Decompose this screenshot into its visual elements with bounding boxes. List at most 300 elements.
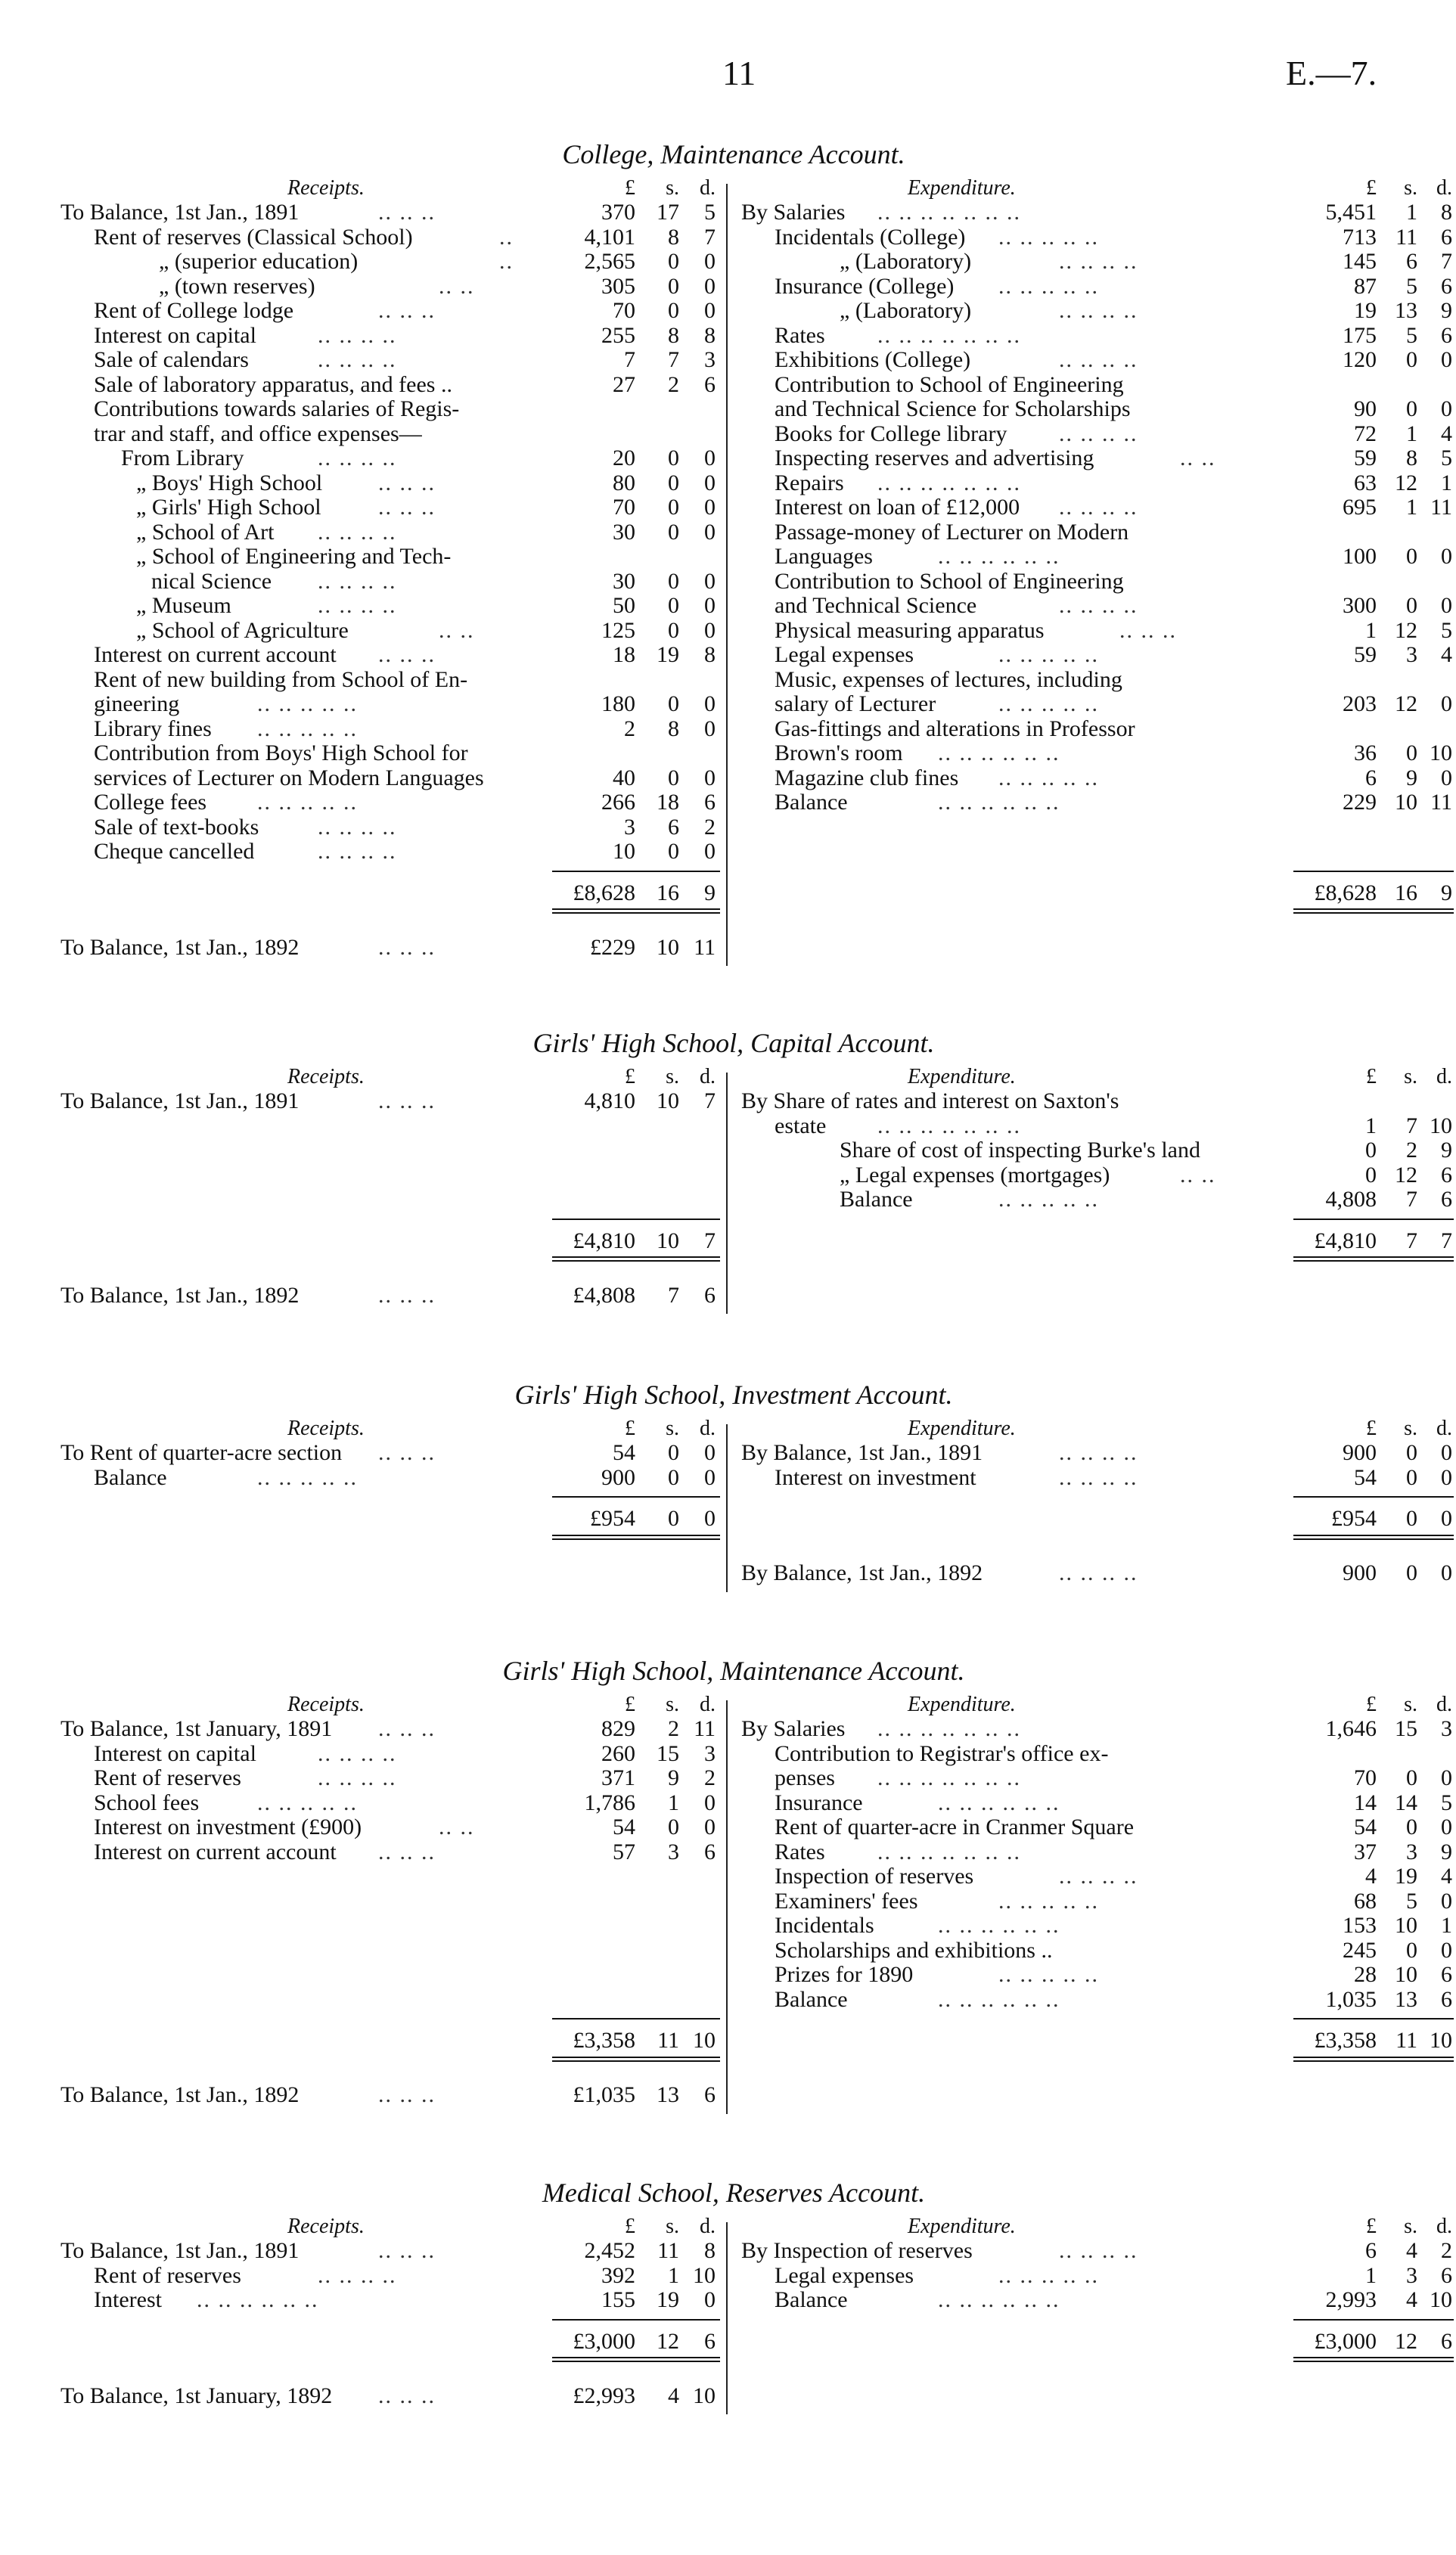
entry-label: Rates — [775, 322, 825, 348]
entry-label: Incidentals (College) — [775, 224, 966, 250]
shillings-value: 1 — [668, 2262, 679, 2288]
expenditure-row — [741, 740, 1452, 766]
total-pounds: £954 — [590, 1506, 635, 1531]
column-divider — [726, 1700, 728, 2114]
dot-leader: .. .. .. .. .. .. .. — [877, 1113, 1021, 1138]
receipt-row — [61, 1089, 719, 1114]
entry-label: „ School of Agriculture — [136, 617, 349, 643]
entry-label: To Balance, 1st Jan., 1892 — [61, 934, 300, 960]
receipt-row — [61, 324, 719, 349]
dot-leader: .. .. .. .. — [318, 347, 397, 372]
shillings-value: 0 — [668, 568, 679, 594]
shillings-value: 3 — [1406, 2262, 1417, 2288]
expenditure-row — [741, 1913, 1452, 1939]
unit-heading: d. — [700, 1693, 716, 1716]
unit-heading: £ — [625, 1417, 635, 1440]
pence-value: 0 — [1441, 765, 1452, 790]
entry-label: To Balance, 1st Jan., 1892 — [61, 2082, 300, 2107]
pence-value: 6 — [1441, 1162, 1452, 1187]
expenditure-row — [741, 470, 1452, 496]
dot-leader: .. .. — [1180, 1162, 1216, 1187]
dot-leader: .. .. .. .. .. — [998, 1962, 1099, 1987]
unit-heading: s. — [1404, 1065, 1417, 1088]
expenditure-header — [741, 1693, 1452, 1717]
column-heading: Receipts. — [287, 1693, 365, 1716]
total-pence: 9 — [1441, 880, 1452, 905]
entry-label: Interest on investment — [775, 1464, 976, 1490]
dot-leader: .. .. .. .. .. — [257, 716, 358, 741]
pounds-value: 70 — [1354, 1765, 1377, 1790]
entry-label: Inspecting reserves and advertising — [775, 445, 1094, 470]
dot-leader: .. — [499, 224, 514, 250]
dot-leader: .. .. .. .. .. .. .. — [877, 1839, 1021, 1864]
pence-value: 3 — [704, 347, 716, 372]
dot-leader: .. .. — [439, 273, 475, 299]
entry-label: Brown's room — [775, 740, 903, 765]
receipt-row — [61, 692, 719, 717]
entry-label: Rent of reserves (Classical School) — [94, 224, 413, 250]
shillings-value: 0 — [668, 249, 679, 274]
expenditure-row — [741, 373, 1407, 398]
shillings-value: 15 — [1395, 1716, 1417, 1741]
expenditure-row — [741, 224, 1452, 250]
shillings-value: 0 — [668, 617, 679, 643]
dot-leader: .. .. .. .. .. .. — [938, 544, 1060, 569]
total-pence: 0 — [704, 1506, 716, 1531]
dot-leader: .. .. .. .. — [1059, 2238, 1138, 2263]
pence-value: 6 — [1441, 322, 1452, 348]
unit-heading: s. — [1404, 2215, 1417, 2238]
total-double-rule — [1293, 2357, 1454, 2362]
receipt-row — [61, 815, 719, 840]
dot-leader: .. .. .. .. — [1059, 249, 1138, 274]
expenditure-column — [741, 1065, 1452, 1314]
total-pence: 6 — [704, 2328, 716, 2354]
pounds-value: 4 — [1365, 1864, 1377, 1889]
subtotal-rule — [1293, 2018, 1454, 2019]
shillings-value: 10 — [1395, 1962, 1417, 1987]
receipt-row — [61, 397, 719, 422]
shillings-value: 3 — [1406, 642, 1417, 667]
receipts-column — [61, 1065, 719, 1314]
unit-heading: £ — [1366, 176, 1377, 200]
expenditure-row — [741, 617, 1452, 644]
dot-leader: .. .. .. .. .. — [998, 765, 1099, 790]
expenditure-row — [741, 765, 1452, 791]
receipt-row — [61, 1791, 719, 1816]
entry-label: estate — [775, 1113, 827, 1138]
dot-leader: .. .. .. .. — [1059, 347, 1138, 372]
shillings-value: 2 — [668, 1716, 679, 1741]
entry-label: Scholarships and exhibitions .. — [775, 1937, 1053, 1963]
total-shillings: 0 — [1406, 1506, 1417, 1531]
shillings-value: 10 — [657, 934, 679, 960]
expenditure-row — [741, 273, 1452, 300]
expenditure-header — [741, 1065, 1452, 1089]
shillings-value: 18 — [657, 790, 679, 815]
dot-leader: .. .. .. — [1119, 617, 1177, 643]
total-double-rule — [552, 1256, 720, 1262]
total-double-rule — [552, 2057, 720, 2062]
pence-value: 0 — [1441, 593, 1452, 618]
account-section — [61, 132, 1452, 966]
dot-leader: .. .. .. .. — [1059, 298, 1138, 323]
entry-label: Rent of College lodge — [94, 298, 294, 323]
total-double-rule — [1293, 1256, 1454, 1262]
receipt-row — [61, 373, 719, 398]
total-double-rule — [552, 908, 720, 914]
receipt-row — [61, 594, 719, 619]
expenditure-row — [741, 1162, 1452, 1188]
unit-heading: d. — [1436, 1693, 1452, 1716]
column-heading: Receipts. — [287, 2215, 365, 2238]
pence-value: 0 — [704, 691, 716, 716]
shillings-value: 0 — [668, 1440, 679, 1465]
page-reference: E.—7. — [1286, 54, 1377, 92]
receipt-row — [61, 668, 719, 693]
pence-value: 6 — [1441, 273, 1452, 299]
shillings-value: 9 — [1406, 765, 1417, 790]
entry-label: Exhibitions (College) — [775, 347, 971, 372]
expenditure-row — [741, 495, 1452, 520]
shillings-value: 1 — [1406, 495, 1417, 520]
pounds-value: 0 — [1365, 1162, 1377, 1187]
unit-heading: £ — [1366, 1693, 1377, 1716]
shillings-value: 0 — [668, 593, 679, 618]
expenditure-row — [741, 717, 1407, 742]
entry-label: Legal expenses — [775, 2262, 914, 2288]
entry-label: Balance — [94, 1464, 167, 1490]
expenditure-row — [741, 1937, 1452, 1964]
expenditure-row — [741, 347, 1452, 373]
expenditure-row — [741, 642, 1452, 668]
expenditure-row — [741, 691, 1452, 717]
shillings-value: 4 — [668, 2383, 679, 2408]
receipt-row — [61, 2288, 719, 2313]
total-shillings: 16 — [1395, 880, 1417, 905]
receipt-row — [61, 1466, 719, 1491]
total-shillings: 16 — [657, 880, 679, 905]
total-double-rule — [552, 2357, 720, 2362]
pence-value: 0 — [1441, 544, 1452, 569]
pounds-value: 27 — [613, 371, 635, 397]
pounds-value: 20 — [613, 445, 635, 470]
entry-label: Sale of text-books — [94, 814, 259, 840]
pounds-value: 40 — [613, 765, 635, 790]
entry-label: To Balance, 1st January, 1891 — [61, 1716, 333, 1741]
shillings-value: 14 — [1395, 1790, 1417, 1815]
dot-leader: .. .. .. .. .. .. — [938, 790, 1060, 815]
pounds-value: 2,993 — [1325, 2287, 1377, 2312]
dot-leader: .. .. .. .. — [318, 593, 397, 618]
shillings-value: 13 — [1395, 298, 1417, 323]
entry-label: Contributions towards salaries of Regis- — [94, 396, 460, 421]
pence-value: 8 — [1441, 200, 1452, 225]
pounds-value: 0 — [1365, 1138, 1377, 1163]
dot-leader: .. .. .. .. — [1059, 1440, 1138, 1465]
pence-value: 0 — [704, 593, 716, 618]
expenditure-row — [741, 1962, 1452, 1988]
entry-label: Rent of reserves — [94, 2262, 241, 2288]
entry-label: Contribution from Boys' High School for — [94, 740, 468, 765]
total-pence: 10 — [693, 2028, 716, 2053]
pounds-value: 255 — [601, 322, 635, 348]
expenditure-row — [741, 200, 1452, 225]
receipts-header — [61, 1417, 719, 1441]
pence-value: 2 — [1441, 2238, 1452, 2263]
receipt-row — [61, 1717, 719, 1742]
shillings-value: 0 — [1406, 740, 1417, 765]
shillings-value: 12 — [1395, 470, 1417, 495]
expenditure-row — [741, 668, 1407, 693]
dot-leader: .. .. .. .. — [318, 322, 397, 348]
pounds-value: 1 — [1365, 1113, 1377, 1138]
total-row — [61, 881, 719, 906]
pounds-value: 10 — [613, 839, 635, 864]
entry-label: nical Science — [151, 568, 272, 594]
pence-value: 9 — [1441, 1839, 1452, 1864]
shillings-value: 10 — [1395, 790, 1417, 815]
pounds-value: 1,786 — [584, 1790, 635, 1815]
unit-heading: d. — [1436, 2215, 1452, 2238]
shillings-value: 0 — [1406, 1815, 1417, 1839]
dot-leader: .. .. .. .. .. — [998, 224, 1099, 250]
shillings-value: 1 — [1406, 421, 1417, 446]
entry-label: Interest on capital — [94, 1740, 256, 1766]
total-pounds: £954 — [1331, 1506, 1377, 1531]
entry-label: and Technical Science for Scholarships — [775, 396, 1131, 421]
pence-value: 11 — [1430, 790, 1452, 815]
pence-value: 0 — [1441, 396, 1452, 421]
pence-value: 0 — [704, 716, 716, 741]
pence-value: 10 — [1430, 740, 1452, 765]
pence-value: 7 — [704, 1088, 716, 1113]
entry-label: Interest on loan of £12,000 — [775, 495, 1020, 520]
entry-label: Interest on current account — [94, 1839, 337, 1864]
shillings-value: 11 — [1395, 224, 1417, 250]
total-pence: 10 — [1430, 2028, 1452, 2053]
dot-leader: .. .. — [439, 1815, 475, 1839]
expenditure-column — [741, 1417, 1452, 1592]
entry-label: Examiners' fees — [775, 1888, 918, 1914]
pence-value: 6 — [1441, 224, 1452, 250]
shillings-value: 8 — [1406, 445, 1417, 470]
pence-value: 8 — [704, 322, 716, 348]
shillings-value: 12 — [1395, 691, 1417, 716]
entry-label: „ (Laboratory) — [840, 249, 972, 274]
dot-leader: .. .. .. .. .. .. — [938, 740, 1060, 765]
dot-leader: .. .. .. — [378, 200, 436, 225]
entry-label: Music, expenses of lectures, including — [775, 666, 1122, 692]
column-heading: Expenditure. — [908, 2215, 1016, 2238]
pounds-value: 153 — [1343, 1913, 1377, 1938]
dot-leader: .. .. .. .. — [318, 1740, 397, 1766]
entry-label: Balance — [840, 1187, 913, 1212]
shillings-value: 12 — [1395, 617, 1417, 643]
column-heading: Receipts. — [287, 1417, 365, 1440]
dot-leader: .. .. .. .. .. .. — [197, 2287, 319, 2312]
receipt-row — [61, 1766, 719, 1791]
dot-leader: .. .. .. — [378, 642, 436, 667]
receipt-row — [61, 790, 719, 815]
entry-label: „ Boys' High School — [136, 470, 323, 495]
receipts-header — [61, 1065, 719, 1089]
dot-leader: .. .. .. .. .. — [998, 1888, 1099, 1914]
pence-value: 10 — [1430, 2287, 1452, 2312]
unit-heading: £ — [625, 1065, 635, 1088]
subtotal-rule — [1293, 1219, 1454, 1220]
pounds-value: 370 — [601, 200, 635, 225]
total-pounds: £3,358 — [1314, 2028, 1377, 2053]
entry-label: To Rent of quarter-acre section — [61, 1440, 343, 1465]
pounds-value: 7 — [624, 347, 635, 372]
entry-label: Balance — [775, 1986, 848, 2012]
pence-value: 0 — [704, 1440, 716, 1465]
unit-heading: d. — [1436, 1417, 1452, 1440]
section-title: Girls' High School, Investment Account. — [514, 1380, 953, 1410]
receipt-row — [61, 520, 719, 545]
pounds-value: 1 — [1365, 617, 1377, 643]
dot-leader: .. .. .. .. — [318, 568, 397, 594]
pence-value: 0 — [704, 617, 716, 643]
column-divider — [726, 184, 728, 966]
pounds-value: 14 — [1354, 1790, 1377, 1815]
dot-leader: .. .. .. .. .. .. .. — [877, 322, 1021, 348]
pounds-value: 5,451 — [1325, 200, 1377, 225]
entry-label: By Salaries — [741, 200, 846, 225]
total-shillings: 11 — [1395, 2028, 1417, 2053]
shillings-value: 10 — [657, 1088, 679, 1113]
receipt-row — [61, 2239, 719, 2264]
pounds-value: 100 — [1343, 544, 1377, 569]
dot-leader: .. .. .. .. — [318, 839, 397, 864]
pounds-value: 305 — [601, 273, 635, 299]
pence-value: 6 — [1441, 1986, 1452, 2012]
pounds-value: 59 — [1354, 642, 1377, 667]
entry-label: Insurance — [775, 1790, 863, 1815]
entry-label: By Inspection of reserves — [741, 2238, 973, 2263]
total-double-rule — [1293, 908, 1454, 914]
pence-value: 8 — [704, 642, 716, 667]
receipt-row — [61, 422, 719, 447]
subtotal-rule — [552, 871, 720, 872]
dot-leader: .. .. .. .. .. .. — [938, 1986, 1060, 2012]
pounds-value: 392 — [601, 2262, 635, 2288]
pence-value: 0 — [704, 2287, 716, 2312]
shillings-value: 15 — [657, 1740, 679, 1766]
dot-leader: .. .. .. — [378, 495, 436, 520]
total-row — [741, 2328, 1452, 2355]
pence-value: 5 — [704, 200, 716, 225]
unit-heading: d. — [700, 1417, 716, 1440]
entry-label: and Technical Science — [775, 593, 977, 618]
pounds-value: 6 — [1365, 765, 1377, 790]
pounds-value: 18 — [613, 642, 635, 667]
unit-heading: d. — [700, 1065, 716, 1088]
shillings-value: 0 — [668, 765, 679, 790]
pounds-value: 1,646 — [1325, 1716, 1377, 1741]
entry-label: Physical measuring apparatus — [775, 617, 1045, 643]
expenditure-header — [741, 176, 1452, 200]
pounds-value: 57 — [613, 1839, 635, 1864]
pence-value: 0 — [704, 519, 716, 545]
pounds-value: 30 — [613, 568, 635, 594]
unit-heading: £ — [1366, 1417, 1377, 1440]
expenditure-row — [741, 396, 1452, 422]
total-double-rule — [1293, 2057, 1454, 2062]
dot-leader: .. .. .. .. .. .. .. — [877, 470, 1021, 495]
unit-heading: s. — [666, 1065, 679, 1088]
unit-heading: £ — [1366, 2215, 1377, 2238]
pence-value: 0 — [704, 298, 716, 323]
entry-label: trar and staff, and office expenses— — [94, 421, 422, 446]
dot-leader: .. .. .. .. .. — [998, 2262, 1099, 2288]
expenditure-row — [741, 2238, 1452, 2264]
entry-label: School fees — [94, 1790, 200, 1815]
entry-label: salary of Lecturer — [775, 691, 936, 716]
pounds-value: 180 — [601, 691, 635, 716]
pounds-value: 72 — [1354, 421, 1377, 446]
unit-heading: s. — [666, 1417, 679, 1440]
dot-leader: .. .. .. .. .. .. .. — [877, 200, 1021, 225]
receipt-row — [61, 471, 719, 496]
pounds-value: 4,810 — [584, 1088, 635, 1113]
section-title: Girls' High School, Maintenance Account. — [502, 1656, 965, 1686]
dot-leader: .. .. .. .. — [1059, 495, 1138, 520]
carried-balance-row — [741, 1560, 1452, 1586]
pounds-value: 68 — [1354, 1888, 1377, 1914]
subtotal-rule — [1293, 1496, 1454, 1498]
shillings-value: 0 — [1406, 1440, 1417, 1465]
pounds-value: 120 — [1343, 347, 1377, 372]
pounds-value: 90 — [1354, 396, 1377, 421]
expenditure-row — [741, 1888, 1452, 1914]
receipt-row — [61, 643, 719, 668]
pounds-value: 371 — [601, 1765, 635, 1790]
total-row — [61, 2330, 719, 2355]
expenditure-row — [741, 1742, 1407, 1767]
pence-value: 0 — [704, 1815, 716, 1839]
shillings-value: 17 — [657, 200, 679, 225]
entry-label: Balance — [775, 2287, 848, 2312]
receipt-row — [61, 545, 719, 570]
receipt-row — [61, 1815, 719, 1840]
receipt-row — [61, 225, 719, 250]
pounds-value: 59 — [1354, 445, 1377, 470]
receipt-row — [61, 348, 719, 373]
pounds-value: 2,565 — [584, 249, 635, 274]
shillings-value: 8 — [668, 322, 679, 348]
pounds-value: 37 — [1354, 1839, 1377, 1864]
pence-value: 7 — [704, 224, 716, 250]
entry-label: „ Museum — [136, 593, 231, 618]
column-divider — [726, 1424, 728, 1592]
expenditure-row — [741, 1187, 1452, 1212]
entry-label: Rates — [775, 1839, 825, 1864]
account-columns — [61, 1693, 1452, 2114]
entry-label: Contribution to School of Engineering — [775, 371, 1124, 397]
pence-value: 6 — [1441, 2262, 1452, 2288]
account-columns — [61, 2215, 1452, 2414]
dot-leader: .. .. .. — [378, 1839, 436, 1864]
entry-label: „ (town reserves) — [159, 273, 315, 299]
pence-value: 9 — [1441, 1138, 1452, 1163]
entry-label: To Balance, 1st January, 1892 — [61, 2383, 333, 2408]
expenditure-row — [741, 1716, 1452, 1742]
pence-value: 5 — [1441, 1790, 1452, 1815]
pounds-value: 300 — [1343, 593, 1377, 618]
dot-leader: .. — [499, 249, 514, 274]
